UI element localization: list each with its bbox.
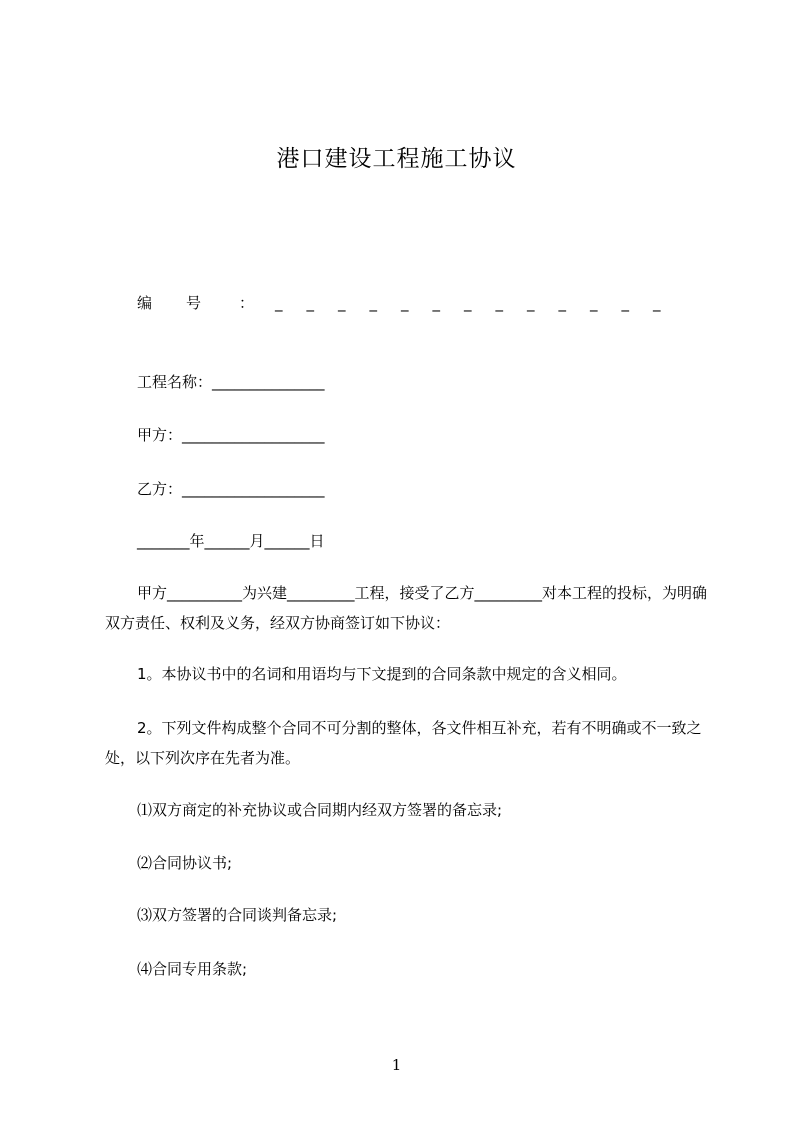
date-field: _______年______月______日	[137, 532, 325, 550]
party-b-field: 乙方：___________________	[137, 480, 325, 498]
document-title: 港口建设工程施工协议	[276, 146, 517, 172]
clause-2: 2。下列文件构成整个合同不可分割的整体，各文件相互补充，若有不明确或不一致之处，以下列次序在先者为准。	[105, 719, 702, 767]
list-item: ⑵合同协议书;	[137, 854, 233, 872]
party-a-field: 甲方：___________________	[137, 426, 325, 444]
page-number: 1	[391, 1056, 402, 1074]
list-item: ⑶双方签署的合同谈判备忘录;	[137, 906, 338, 924]
number-label-char-1: 编	[137, 294, 153, 312]
number-label-colon: ：	[239, 294, 255, 312]
contract-number-blank: _____________	[275, 294, 685, 312]
list-item: ⑴双方商定的补充协议或合同期内经双方签署的备忘录;	[137, 801, 503, 819]
list-item: ⑷合同专用条款;	[137, 960, 248, 978]
contract-number-field	[137, 293, 254, 313]
number-label-char-2: 号	[186, 294, 202, 312]
intro-paragraph: 甲方__________为兴建_________工程，接受了乙方_________对本工程的投标，为明确双方责任、权利及义务，经双方协商签订如下协议：	[105, 584, 708, 632]
clause-1: 1。本协议书中的名词和用语均与下文提到的合同条款中规定的含义相同。	[137, 665, 627, 683]
project-name-field: 工程名称：_______________	[137, 373, 325, 391]
